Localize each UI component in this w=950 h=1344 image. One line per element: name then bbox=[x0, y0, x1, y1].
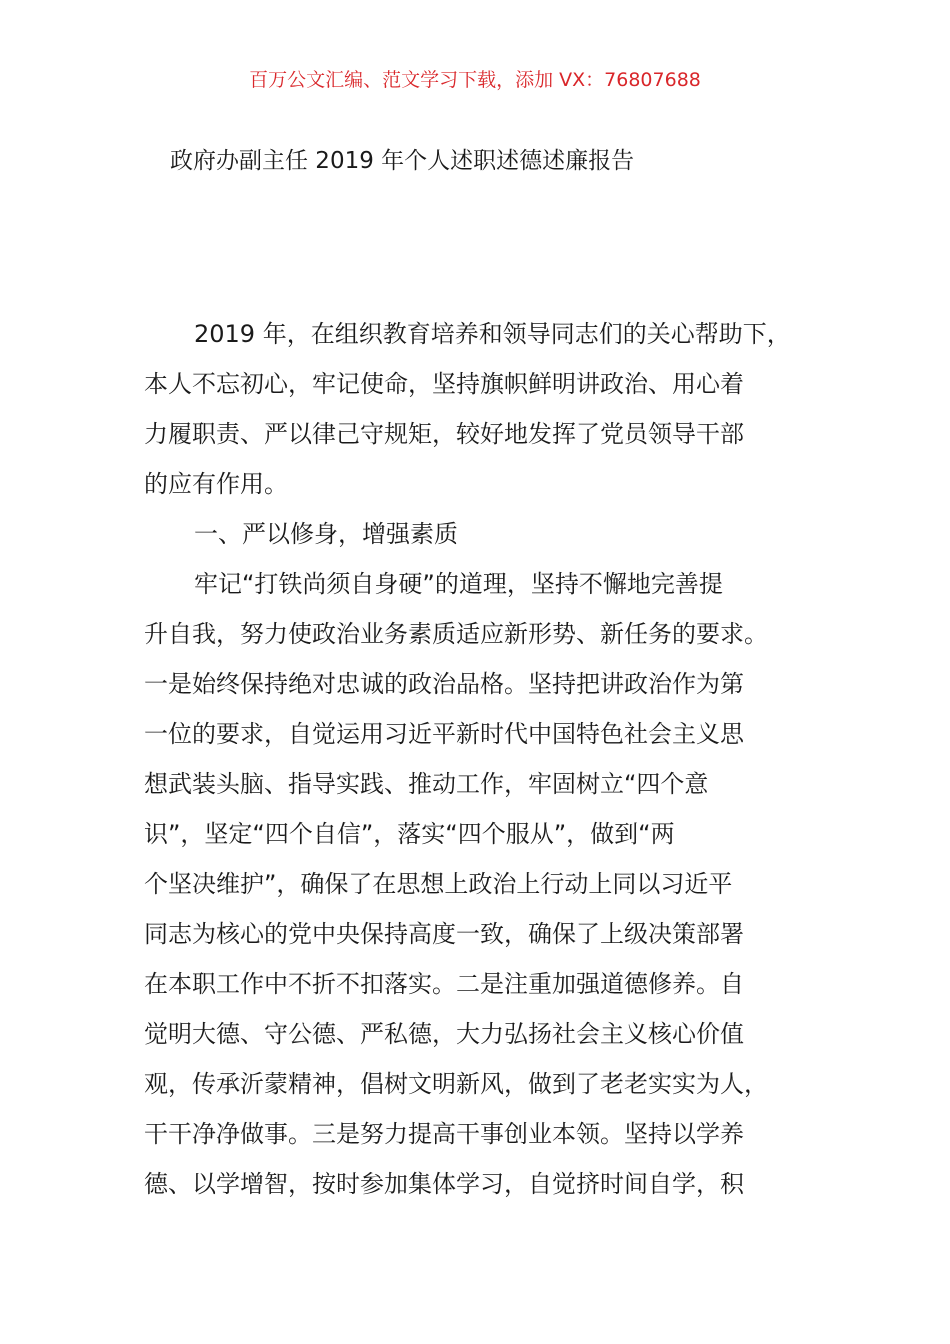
body-line: 力履职责、严以律己守规矩，较好地发挥了党员领导干部 bbox=[144, 420, 744, 448]
body-line: 本人不忘初心，牢记使命，坚持旗帜鲜明讲政治、用心着 bbox=[144, 370, 744, 398]
body-line: 个坚决维护”，确保了在思想上政治上行动上同以习近平 bbox=[144, 870, 733, 898]
body-line: 升自我，努力使政治业务素质适应新形势、新任务的要求。 bbox=[144, 620, 768, 648]
body-line: 一是始终保持绝对忠诚的政治品格。坚持把讲政治作为第 bbox=[144, 670, 744, 698]
body-line: 德、以学增智，按时参加集体学习，自觉挤时间自学，积 bbox=[144, 1170, 744, 1198]
body-line: 想武装头脑、指导实践、推动工作，牢固树立“四个意 bbox=[144, 770, 709, 798]
body-line: 观，传承沂蒙精神，倡树文明新风，做到了老老实实为人， bbox=[144, 1070, 768, 1098]
body-line: 2019 年，在组织教育培养和领导同志们的关心帮助下， bbox=[194, 320, 791, 348]
body-line: 干干净净做事。三是努力提高干事创业本领。坚持以学养 bbox=[144, 1120, 744, 1148]
body-line: 的应有作用。 bbox=[144, 470, 288, 498]
body-line: 同志为核心的党中央保持高度一致，确保了上级决策部署 bbox=[144, 920, 744, 948]
body-line: 一位的要求，自觉运用习近平新时代中国特色社会主义思 bbox=[144, 720, 744, 748]
section-heading: 一、严以修身，增强素质 bbox=[194, 520, 458, 548]
document-body bbox=[144, 309, 824, 1209]
document-title: 政府办副主任 2019 年个人述职述德述廉报告 bbox=[170, 148, 635, 174]
body-line: 识”，坚定“四个自信”，落实“四个服从”，做到“两 bbox=[144, 820, 675, 848]
body-line: 在本职工作中不折不扣落实。二是注重加强道德修养。自 bbox=[144, 970, 744, 998]
promo-header: 百万公文汇编、范文学习下载，添加 VX：76807688 bbox=[249, 69, 701, 91]
body-line: 牢记“打铁尚须自身硬”的道理，坚持不懈地完善提 bbox=[194, 570, 723, 598]
body-line: 觉明大德、守公德、严私德，大力弘扬社会主义核心价值 bbox=[144, 1020, 744, 1048]
